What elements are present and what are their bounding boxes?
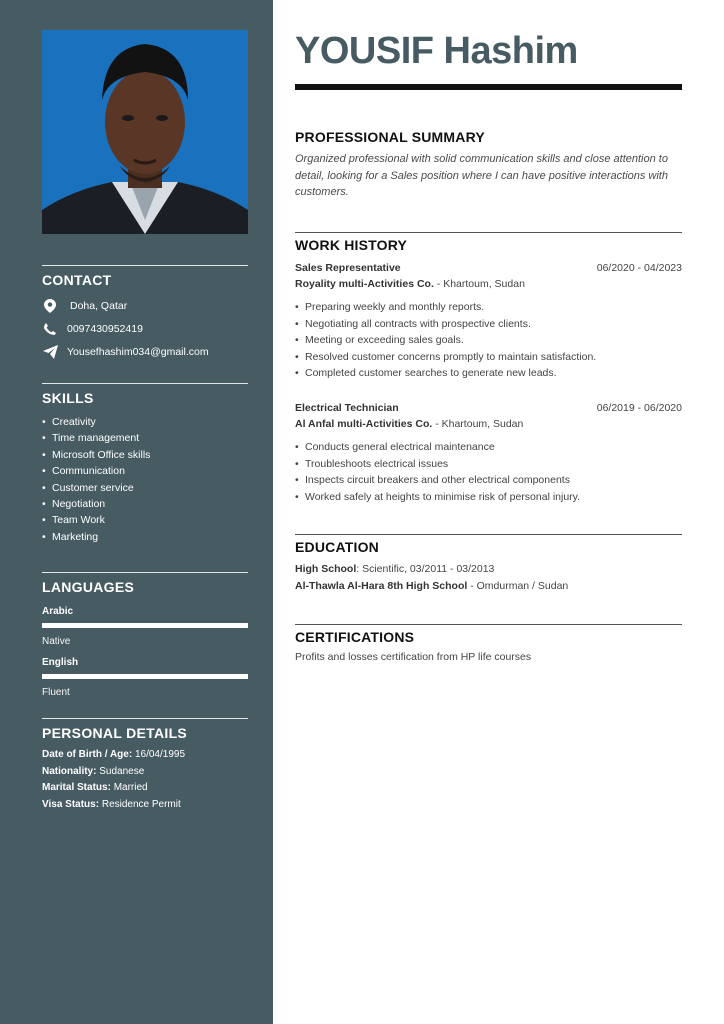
skill-item: • Negotiation — [42, 496, 248, 512]
languages-heading: LANGUAGES — [42, 579, 135, 595]
work-history-section — [295, 232, 682, 253]
education-degree — [295, 561, 682, 578]
languages-section — [42, 572, 248, 700]
summary-text: Organized professional with solid communication skills and close attention to detail, looking for a Sales position where I can have positive interactions with customers. — [295, 153, 668, 199]
degree-name: High School — [295, 563, 357, 575]
job-title: Sales Representative — [295, 262, 401, 274]
duty-item: • Completed customer searches to generate new leads. — [295, 365, 682, 382]
skill-item: • Time management — [42, 430, 248, 446]
sidebar — [0, 0, 273, 1024]
duty-item: • Worked safely at heights to minimise risk of personal injury. — [295, 489, 682, 506]
phone-icon — [42, 321, 58, 337]
certifications-section — [295, 624, 682, 663]
duty-item: • Resolved customer concerns promptly to maintain satisfaction. — [295, 349, 682, 366]
education-heading: EDUCATION — [295, 539, 379, 555]
degree-detail: : Scientific, 03/2011 - 03/2013 — [356, 563, 495, 575]
skill-item: • Team Work — [42, 512, 248, 528]
skill-item: • Marketing — [42, 529, 248, 545]
education-section — [295, 534, 682, 595]
personal-details-section — [42, 718, 248, 813]
location-text: Doha, Qatar — [70, 299, 128, 312]
duty-item: • Preparing weekly and monthly reports. — [295, 299, 682, 316]
location-pin-icon — [42, 298, 58, 314]
job-title: Electrical Technician — [295, 402, 399, 414]
visa-value: Residence Permit — [101, 798, 181, 810]
marital-label: Marital Status: — [42, 782, 111, 793]
skill-item: • Customer service — [42, 480, 248, 496]
job-company: Royality multi-Activities Co. — [295, 278, 434, 290]
personal-details-heading: PERSONAL DETAILS — [42, 725, 188, 741]
job-location: - Khartoum, Sudan — [433, 278, 525, 290]
job-entry — [295, 400, 682, 505]
nationality-label: Nationality: — [42, 765, 97, 777]
phone-text[interactable]: 0097430952419 — [67, 322, 143, 335]
contact-heading: CONTACT — [42, 272, 112, 288]
language-name: Arabic — [42, 606, 74, 617]
marital-value: Married — [113, 782, 148, 793]
language-item — [42, 656, 248, 700]
language-name: English — [42, 657, 79, 668]
section-divider — [42, 572, 248, 573]
visa-label: Visa Status: — [42, 798, 100, 810]
language-level: Native — [42, 636, 71, 647]
job-dates: 06/2020 - 04/2023 — [596, 262, 682, 274]
dob-row — [42, 747, 248, 764]
school-name: Al-Thawla Al-Hara 8th High School — [295, 580, 468, 592]
name-underline — [295, 84, 682, 90]
contact-section — [42, 265, 248, 363]
paper-plane-icon — [42, 344, 58, 360]
language-item — [42, 605, 248, 649]
certification-item: Profits and losses certification from HP life courses — [295, 651, 532, 663]
skills-heading: SKILLS — [42, 390, 94, 406]
section-divider — [295, 624, 682, 625]
job-entry — [295, 260, 682, 382]
duty-item: • Negotiating all contracts with prospective clients. — [295, 316, 682, 333]
certifications-heading: CERTIFICATIONS — [295, 629, 415, 645]
contact-phone — [42, 317, 248, 340]
contact-email — [42, 340, 248, 363]
duty-item: • Conducts general electrical maintenance — [295, 439, 682, 456]
email-text[interactable]: Yousefhashim034@gmail.com — [67, 345, 209, 358]
language-level: Fluent — [42, 687, 70, 698]
dob-value: 16/04/1995 — [134, 749, 186, 760]
dob-label: Date of Birth / Age: — [42, 749, 133, 760]
section-divider — [42, 718, 248, 719]
school-location: - Omdurman / Sudan — [467, 580, 569, 592]
section-divider — [295, 534, 682, 535]
language-proficiency-bar — [42, 674, 248, 679]
candidate-name: YOUSIF Hashim — [295, 30, 578, 72]
contact-location — [42, 294, 248, 317]
job-location: - Khartoum, Sudan — [432, 418, 524, 430]
job-company: Al Anfal multi-Activities Co. — [295, 418, 433, 430]
duty-item: • Meeting or exceeding sales goals. — [295, 332, 682, 349]
skill-item: • Microsoft Office skills — [42, 447, 248, 463]
section-divider — [42, 383, 248, 384]
education-school — [295, 578, 682, 595]
skills-list — [42, 414, 248, 545]
skill-item: • Communication — [42, 463, 248, 479]
duty-item: • Troubleshoots electrical issues — [295, 456, 682, 473]
skill-item: • Creativity — [42, 414, 248, 430]
job-duties — [295, 299, 682, 382]
nationality-value: Sudanese — [99, 765, 145, 777]
visa-row — [42, 797, 248, 814]
duty-item: • Inspects circuit breakers and other electrical components — [295, 472, 682, 489]
language-proficiency-bar — [42, 623, 248, 628]
profile-photo — [42, 30, 248, 234]
job-duties — [295, 439, 682, 505]
job-dates: 06/2019 - 06/2020 — [596, 402, 682, 414]
section-divider — [42, 265, 248, 266]
skills-section — [42, 383, 248, 545]
work-history-heading: WORK HISTORY — [295, 237, 408, 253]
summary-heading: PROFESSIONAL SUMMARY — [295, 129, 485, 145]
section-divider — [295, 232, 682, 233]
nationality-row — [42, 764, 248, 781]
marital-row — [42, 780, 248, 797]
summary-section — [295, 129, 682, 201]
